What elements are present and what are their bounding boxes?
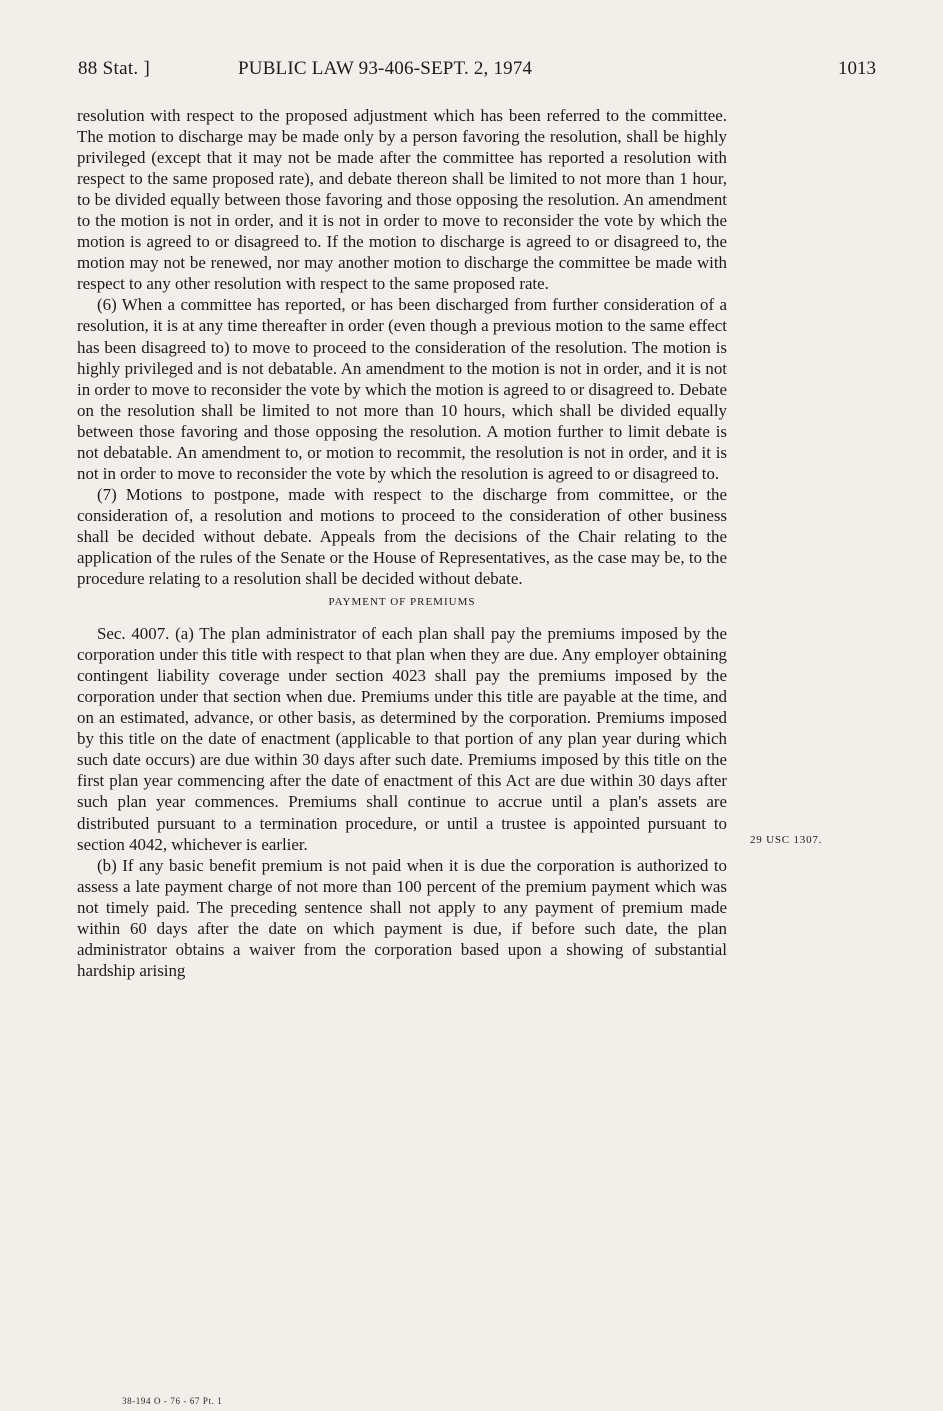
paragraph-resolution-discharge: resolution with respect to the proposed adjustment which has been referred to the committee. The motion to discharge may be made only by a person favoring the resolution, shall be highly privileged (except that it may not be made after the committee has reported a resolution with respect to the same proposed rate), and debate thereon shall be limited to not more than 1 hour, to be divided equally between those favoring and those opposing the resolution. An amendment to the motion is not in order, and it is not in order to move to reconsider the vote by which the motion is agreed to or disagreed to. If the motion to discharge is agreed to or disagreed to, the motion may not be renewed, nor may another motion to discharge the committee be made with respect to any other resolution with respect to the same proposed rate. [77,106,727,294]
body-text [77,105,727,981]
footer-print-code: 38-194 O - 76 - 67 Pt. 1 [122,1396,223,1406]
section-heading: PAYMENT OF PREMIUMS [328,596,476,609]
page-header [78,58,876,84]
paragraph-6: (6) When a committee has reported, or has been discharged from further consideration of a resolution, it is at any time thereafter in order (even though a previous motion to the same effect has been disagreed to) to move to proceed to the consideration of the resolution. The motion is highly privileged and is not debatable. An amendment to the motion is not in order, and it is not in order to move to reconsider the vote by which the motion is agreed to or disagreed to. Debate on the resolution shall be limited to not more than 10 hours, which shall be divided equally between those favoring and those opposing the resolution. A motion further to limit debate is not debatable. An amendment to, or motion to recommit, the resolution is not in order, and it is not in order to move to reconsider the vote by which the resolution is agreed to or disagreed to. [77,295,727,483]
paragraph-sec-4007-b: (b) If any basic benefit premium is not paid when it is due the corporation is authorized to assess a late payment charge of not more than 100 percent of the premium payment which was not timely paid. The preceding sentence shall not apply to any payment of premium made within 60 days after the date on which payment is due, if before such date, the plan administrator obtains a waiver from the corporation based upon a showing of substantial hardship arising [77,855,727,980]
stat-reference: 88 Stat. ] [78,58,151,79]
page-number: 1013 [838,58,876,79]
paragraph-7: (7) Motions to postpone, made with respect to the discharge from committee, or the consideration of, a resolution and motions to proceed to the consideration of other business shall be decided without debate. Appeals from the decisions of the Chair relating to the application of the rules of the Senate or the House of Representatives, as the case may be, to the procedure relating to a resolution shall be decided without debate. [77,484,727,589]
running-title: PUBLIC LAW 93-406-SEPT. 2, 1974 [238,58,533,79]
margin-citation: 29 USC 1307. [750,834,823,846]
paragraph-sec-4007-a: Sec. 4007. (a) The plan administrator of each plan shall pay the premiums imposed by the corporation under this title with respect to that plan when they are due. Any employer obtaining contingent liability coverage under section 4023 shall pay the premiums imposed by the corporation under that section when due. Premiums under this title are payable at the time, and on an estimated, advance, or other basis, as determined by the corporation. Premiums imposed by this title on the date of enactment (applicable to that portion of any plan year during which such date occurs) are due within 30 days after such date. Premiums imposed by this title on the first plan year commencing after the date of enactment of this Act are due within 30 days after such plan year commences. Premiums shall continue to accrue until a plan's assets are distributed pursuant to a termination procedure, or until a trustee is appointed pursuant to section 4042, whichever is earlier. [77,624,727,854]
